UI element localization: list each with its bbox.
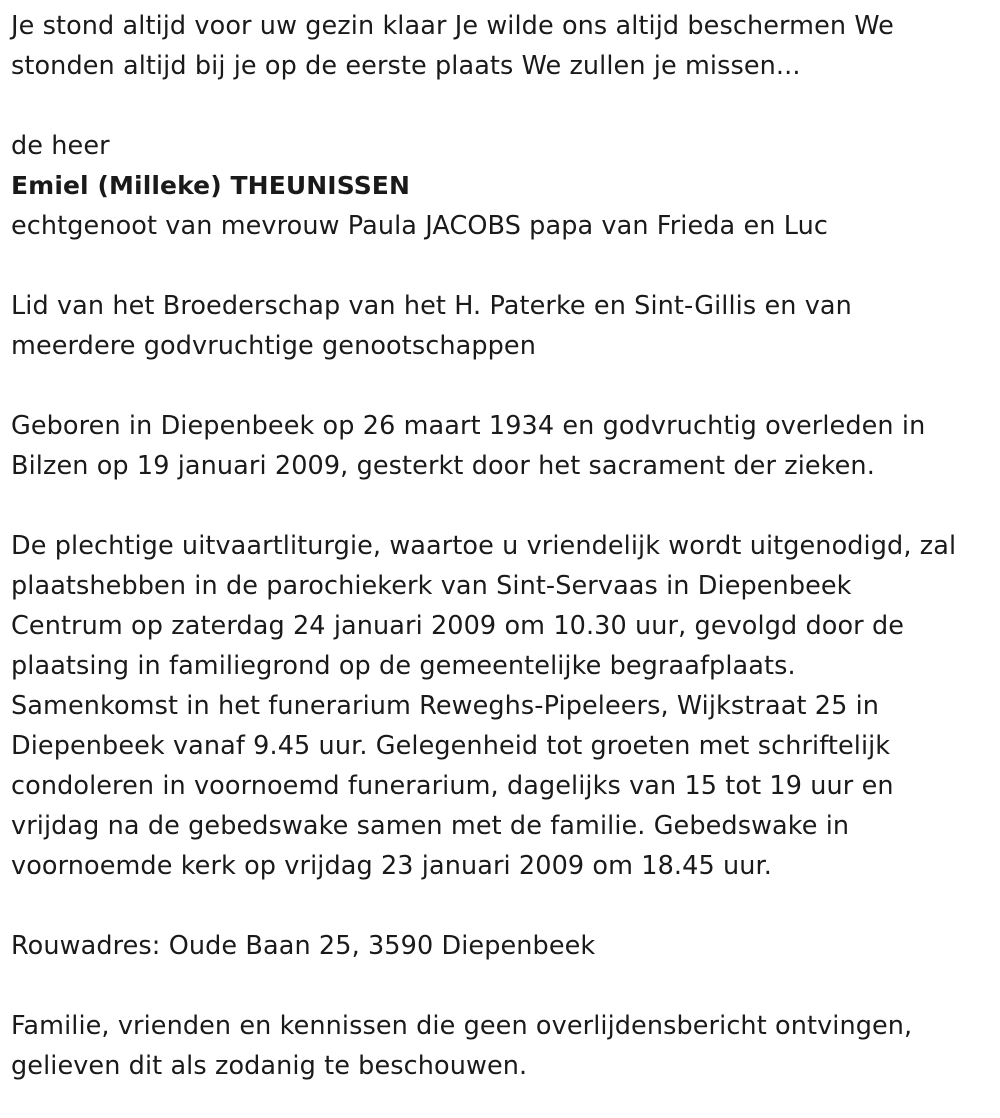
intro-line: stonden altijd bij je op de eerste plaats We zullen je missen... [11,51,801,81]
birth-death-line: Geboren in Diepenbeek op 26 maart 1934 en godvruchtig overleden in [11,411,926,441]
obituary-notice [11,6,996,1086]
funeral-line: De plechtige uitvaartliturgie, waartoe u vriendelijk wordt uitgenodigd, zal [11,531,957,561]
birth-death-line: Bilzen op 19 januari 2009, gesterkt door het sacrament der zieken. [11,451,875,481]
intro-line: Je stond altijd voor uw gezin klaar Je wilde ons altijd beschermen We [11,11,894,41]
funeral-line: vrijdag na de gebedswake samen met de familie. Gebedswake in [11,811,850,841]
membership-line: Lid van het Broederschap van het H. Paterke en Sint-Gillis en van [11,291,852,321]
salutation: de heer [11,131,110,161]
funeral-line: plaatsing in familiegrond op de gemeentelijke begraafplaats. [11,651,796,681]
funeral-line: voornoemde kerk op vrijdag 23 januari 2009 om 18.45 uur. [11,851,772,881]
deceased-name: Emiel (Milleke) THEUNISSEN [11,171,410,200]
funeral-line: Centrum op zaterdag 24 januari 2009 om 10.30 uur, gevolgd door de [11,611,905,641]
closing-line: Familie, vrienden en kennissen die geen overlijdensbericht ontvingen, [11,1011,913,1041]
funeral-line: plaatshebben in de parochiekerk van Sint-Servaas in Diepenbeek [11,571,852,601]
funeral-line: condoleren in voornoemd funerarium, dagelijks van 15 tot 19 uur en [11,771,894,801]
funeral-line: Diepenbeek vanaf 9.45 uur. Gelegenheid tot groeten met schriftelijk [11,731,891,761]
funeral-line: Samenkomst in het funerarium Reweghs-Pipeleers, Wijkstraat 25 in [11,691,880,721]
mourning-address: Rouwadres: Oude Baan 25, 3590 Diepenbeek [11,931,596,961]
closing-line: gelieven dit als zodanig te beschouwen. [11,1051,528,1081]
relation-line: echtgenoot van mevrouw Paula JACOBS papa van Frieda en Luc [11,211,828,241]
membership-line: meerdere godvruchtige genootschappen [11,331,536,361]
